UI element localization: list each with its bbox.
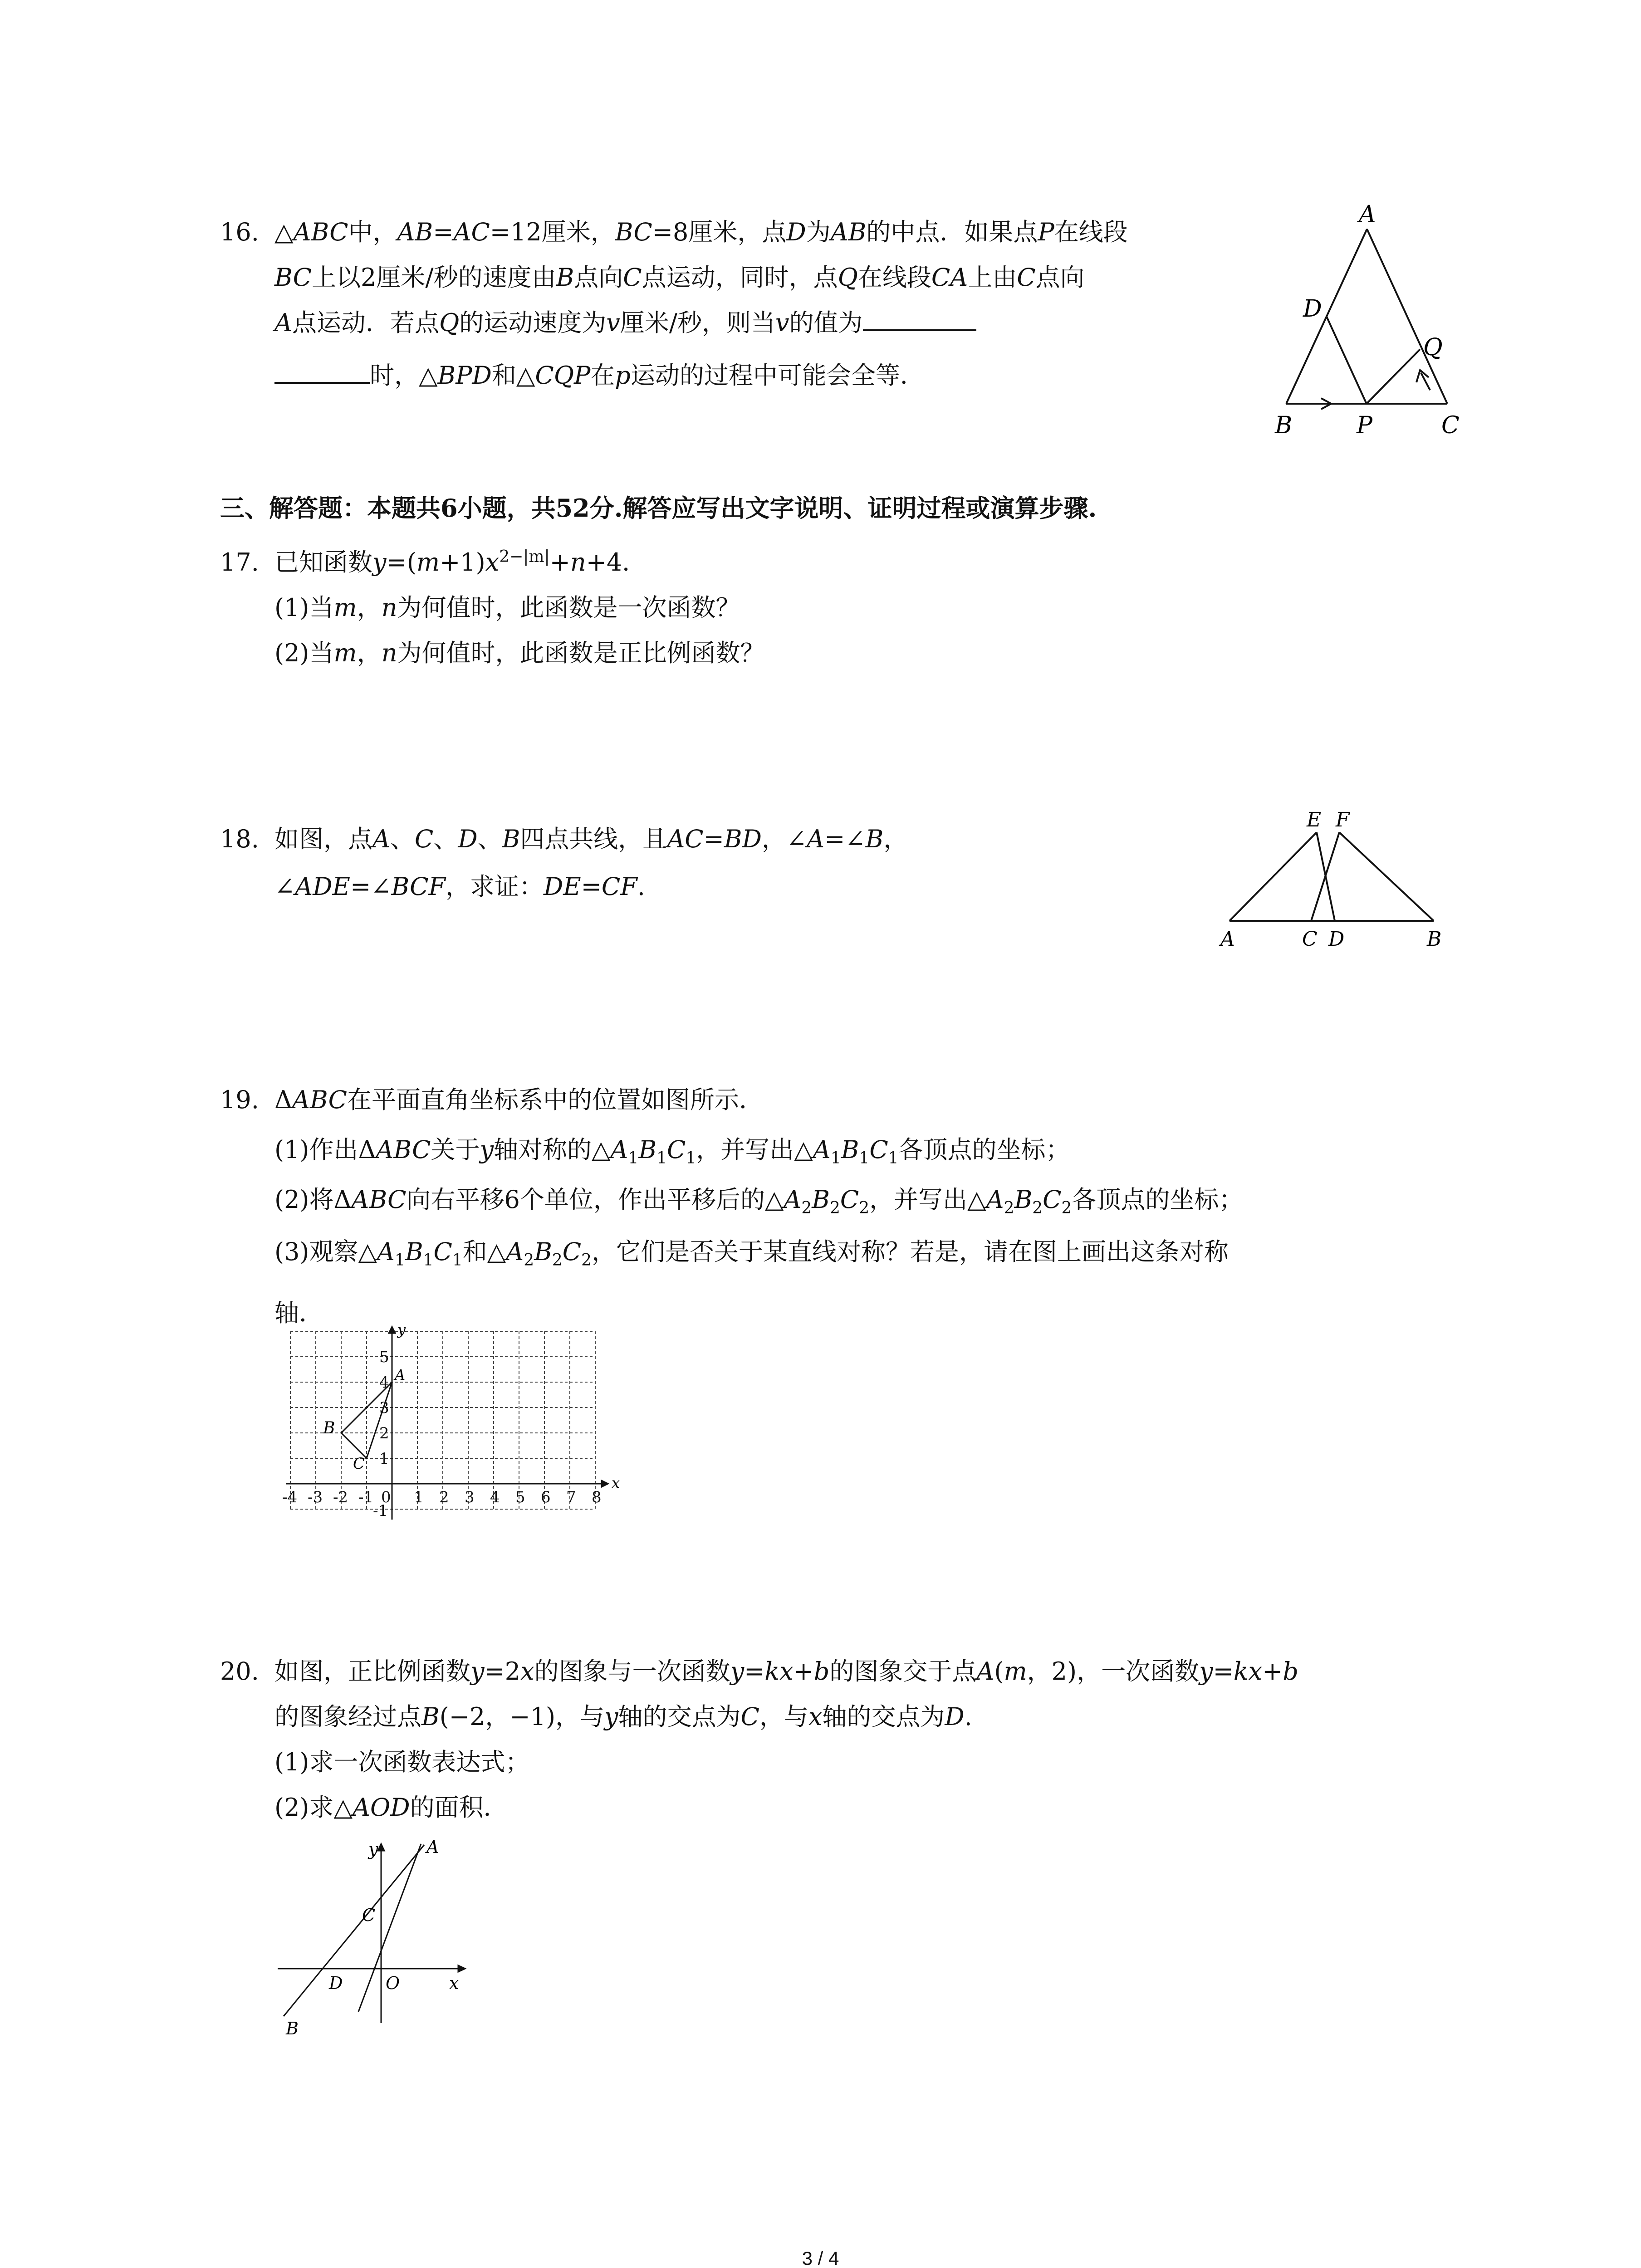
q18-line2: ∠ADE=∠BCF，求证：DE=CF. — [274, 872, 645, 901]
y-tick: 4 — [379, 1374, 389, 1392]
axis-label-x: x — [612, 1474, 620, 1491]
y-axis-arrow — [389, 1327, 395, 1333]
segment-fb — [1339, 832, 1434, 921]
x-tick: 4 — [490, 1488, 500, 1506]
grid-label-c: C — [353, 1455, 365, 1473]
segment-pq — [1367, 349, 1420, 404]
x-tick: 8 — [592, 1488, 602, 1506]
fig16-label-c: C — [1441, 412, 1460, 439]
q20-part2: (2)求△AOD的面积． — [274, 1793, 508, 1822]
q17-number: 17. — [220, 548, 259, 577]
q20-figure — [272, 1835, 481, 2043]
x-tick: 5 — [515, 1488, 525, 1506]
q19-number: 19. — [220, 1085, 259, 1114]
q20-line1: 20. 如图，正比例函数y=2x的图象与一次函数y=kx+b的图象交于点A(m，2)，一次函数y=kx+b — [220, 1649, 1298, 1694]
fig20-label-y: y — [368, 1839, 378, 1859]
fig20-label-a: A — [426, 1837, 439, 1857]
x-tick: 7 — [566, 1488, 576, 1506]
q20-line2: 的图象经过点B(−2，−1)，与y轴的交点为C，与x轴的交点为D. — [274, 1702, 972, 1731]
section3-heading: 三、解答题：本题共6小题，共52分.解答应写出文字说明、证明过程或演算步骤. — [220, 494, 1097, 523]
y-tick: 1 — [379, 1450, 389, 1468]
x-tick: 2 — [439, 1488, 449, 1506]
fig18-label-e: E — [1307, 808, 1322, 831]
fig20-label-d: D — [329, 1973, 343, 1993]
q18-number: 18. — [220, 825, 259, 853]
fig16-label-a: A — [1359, 204, 1376, 228]
fig18-label-b: B — [1427, 928, 1442, 951]
arrow-c-to-q — [1416, 370, 1430, 390]
q20-number: 20. — [220, 1657, 259, 1686]
q20-part1: (1)求一次函数表达式； — [274, 1748, 530, 1776]
side-ac — [1367, 229, 1447, 404]
fig18-label-c: C — [1302, 928, 1318, 951]
q16-answer-blank[interactable] — [863, 305, 976, 331]
fig16-label-q: Q — [1423, 334, 1443, 361]
fig16-label-b: B — [1275, 412, 1293, 439]
q19-part3: (3)观察$\triangle A_1B_1C_1$和$\triangle A_2B_2C_2$，它们是否关于某直线对称？若是，请在图上画出这条对称 — [274, 1237, 1229, 1270]
q17-stem: 17. 已知函数$y=(m+1)x^{2-|m|}+n+4$． — [220, 540, 647, 585]
x-tick: -4 — [282, 1488, 298, 1506]
q16-line3: A点运动．若点Q的运动速度为v厘米/秒，则当v的值为 — [274, 300, 976, 346]
q18-line1: 18. 如图，点A、C、D、B四点共线，且AC=BD，∠A=∠B， — [220, 816, 908, 862]
grid-label-b: B — [323, 1419, 335, 1437]
fig20-label-b: B — [286, 2019, 299, 2038]
q17-exponent: 2−|m| — [499, 547, 550, 566]
segment-cf — [1311, 832, 1339, 921]
arrow-b-to-p — [1306, 398, 1331, 409]
q18-figure — [1216, 807, 1452, 953]
q16-line1: 16. △ABC中，AB=AC=12厘米，BC=8厘米，点D为AB的中点．如果点P在线段 — [220, 210, 1128, 255]
q16-triangle-figure — [1261, 204, 1470, 440]
q16-line4: 时，△BPD和△CQP在p运动的过程中可能会全等． — [274, 353, 925, 398]
axis-label-y: y — [397, 1325, 406, 1338]
q17-part2: (2)当m，n为何值时，此函数是正比例函数？ — [274, 639, 765, 667]
fig18-label-a: A — [1220, 928, 1235, 951]
fig18-label-f: F — [1336, 808, 1350, 831]
q16-number: 16. — [220, 218, 259, 246]
q19-part1: (1)作出ΔABC关于y轴对称的$\triangle A_1B_1C_1$，并写出$\triangle A_1B_1C_1$各顶点的坐标； — [274, 1135, 1070, 1168]
q16-line2: BC上以2厘米/秒的速度由B点向C点运动，同时，点Q在线段CA上由C点向 — [274, 263, 1085, 292]
fig18-label-d: D — [1328, 928, 1345, 951]
fig16-label-p: P — [1357, 412, 1372, 439]
x-tick: 0 — [381, 1488, 391, 1506]
x-tick: -2 — [333, 1488, 348, 1506]
line-y-kx-b — [284, 1845, 424, 2016]
q19-stem: 19. ΔABC在平面直角坐标系中的位置如图所示． — [220, 1077, 764, 1123]
x-axis-arrow — [458, 1965, 465, 1972]
segment-dp — [1327, 317, 1367, 404]
grid-label-a: A — [395, 1366, 406, 1383]
q19-coordinate-grid — [272, 1325, 626, 1538]
fig20-label-x: x — [449, 1973, 459, 1993]
y-axis-arrow — [378, 1844, 384, 1851]
x-tick: -3 — [308, 1488, 323, 1506]
q19-part2: (2)将ΔABC向右平移6个单位，作出平移后的$\triangle A_2B_2C_2$，并写出$\triangle A_2B_2C_2$各顶点的坐标； — [274, 1185, 1244, 1217]
x-tick: 6 — [541, 1488, 551, 1506]
page-number: 3 / 4 — [802, 2248, 839, 2268]
fig16-label-d: D — [1303, 295, 1322, 323]
q17-part1: (1)当m，n为何值时，此函数是一次函数？ — [274, 593, 740, 622]
q16-answer-blank-cont[interactable] — [274, 357, 370, 384]
y-tick: 5 — [379, 1348, 389, 1366]
x-tick: -1 — [358, 1488, 374, 1506]
x-tick: 3 — [465, 1488, 475, 1506]
x-axis-arrow — [602, 1481, 608, 1487]
x-tick: 1 — [414, 1488, 424, 1506]
fig20-label-o: O — [386, 1973, 400, 1993]
segment-ae — [1230, 832, 1317, 921]
y-tick: -1 — [373, 1502, 388, 1520]
y-tick: 3 — [379, 1399, 389, 1417]
y-tick: 2 — [379, 1424, 389, 1442]
fig20-label-c: C — [362, 1905, 376, 1925]
q19-part3-cont: 轴． — [274, 1299, 323, 1327]
